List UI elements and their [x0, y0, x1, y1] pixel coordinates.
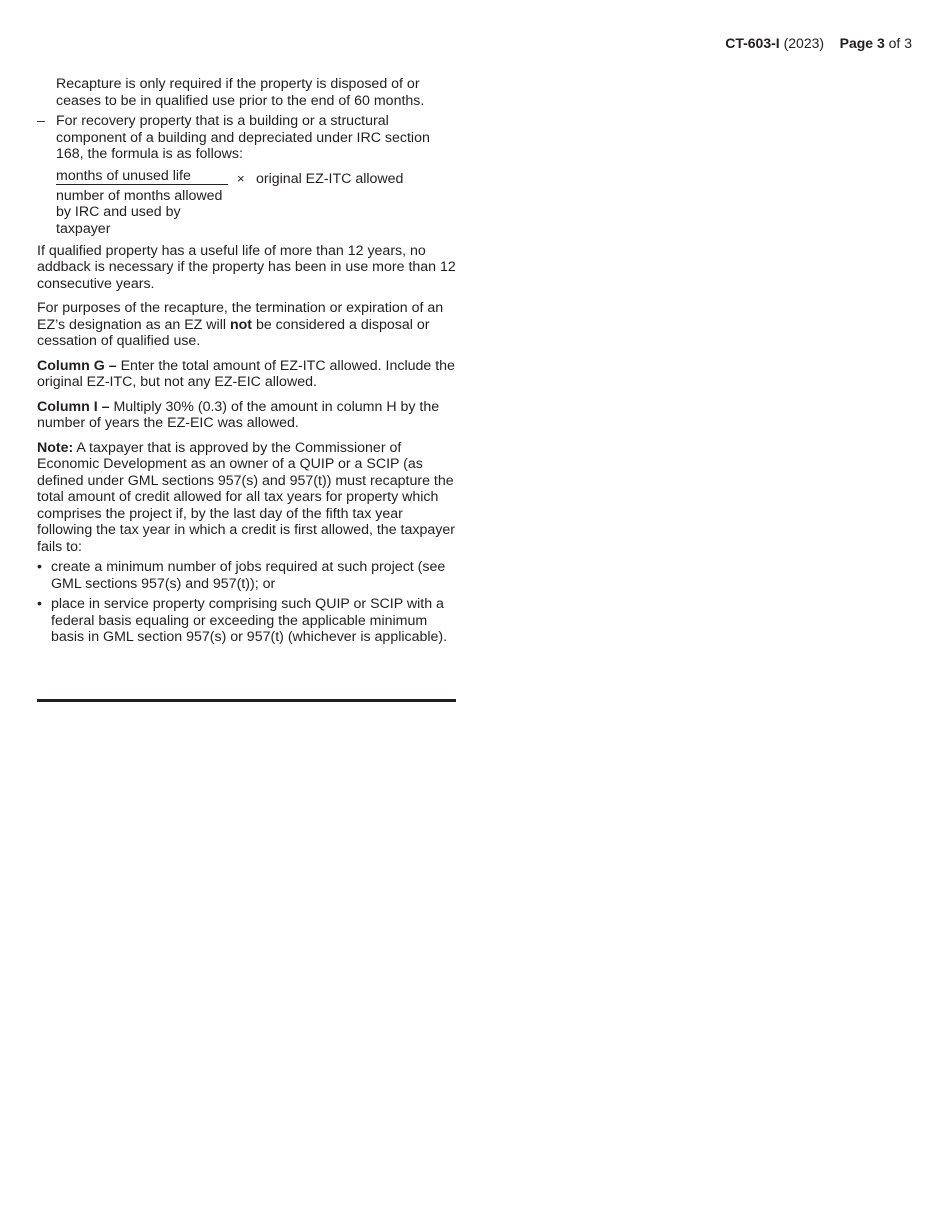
page-header: [725, 35, 912, 52]
list-item: [37, 559, 457, 592]
formula-denominator: number of months allowed by IRC and used by taxpayer: [56, 187, 223, 237]
dash-marker: –: [37, 113, 45, 129]
purposes-paragraph: For purposes of the recapture, the termination or expiration of an EZ’s designation as an EZ will not be considered a disposal or cessation of qualified use.: [37, 300, 444, 349]
note-label: Note:: [37, 439, 74, 456]
bullet-text: create a minimum number of jobs required at such project (see GML sections 957(s) and 957(t)); or: [51, 559, 446, 592]
formula-multiplier: original EZ-ITC allowed: [256, 170, 404, 187]
page-total: of 3: [888, 35, 912, 51]
list-item: [37, 596, 457, 646]
formula-numerator: months of unused life: [56, 168, 228, 185]
recapture-note: Recapture is only required if the property is disposed of or ceases to be in qualified use prior to the end of 60 months.: [56, 76, 425, 109]
column-i-label: Column I –: [37, 398, 110, 415]
building-formula-item: [37, 113, 457, 163]
useful-life-paragraph: If qualified property has a useful life of more than 12 years, no addback is necessary if the property has been in use more than 12 consecutive years.: [37, 242, 456, 292]
emphasis-not: not: [229, 316, 252, 333]
multiply-sign: ×: [237, 170, 245, 186]
building-formula-intro: For recovery property that is a building or a structural component of a building and depreciated under IRC section 168, the formula is as follows:: [56, 113, 430, 162]
bullet-text: place in service property comprising such QUIP or SCIP with a federal basis equaling or exceeding the applicable minimum basis in GML section 957(s) or 957(t) (whichever is applicable).: [51, 596, 448, 645]
form-id: CT-603-I: [725, 35, 780, 51]
column-g-label: Column G –: [37, 357, 117, 374]
column-g-paragraph: Column G – Enter the total amount of EZ-ITC allowed. Include the original EZ-ITC, but not any EZ-EIC allowed.: [37, 357, 455, 390]
recapture-formula: [56, 167, 457, 237]
form-year: (2023): [783, 35, 825, 51]
bullet-marker: •: [37, 596, 42, 612]
column-i-paragraph: Column I – Multiply 30% (0.3) of the amount in column H by the number of years the EZ-EIC was allowed.: [37, 398, 440, 431]
bullet-marker: •: [37, 559, 42, 575]
instructions-column: [37, 76, 457, 646]
note-paragraph: Note: A taxpayer that is approved by the Commissioner of Economic Development as an owner of a QUIP or a SCIP (as defined under GML sections 957(s) and 957(t)) must recapture the total amount of credit allowed for all tax years for property which comprises the project if, by the last day of the fifth tax year following the tax year in which a credit is first allowed, the taxpayer fails to:: [37, 439, 455, 555]
section-end-rule: [37, 699, 456, 702]
page-number: Page 3: [839, 35, 885, 51]
